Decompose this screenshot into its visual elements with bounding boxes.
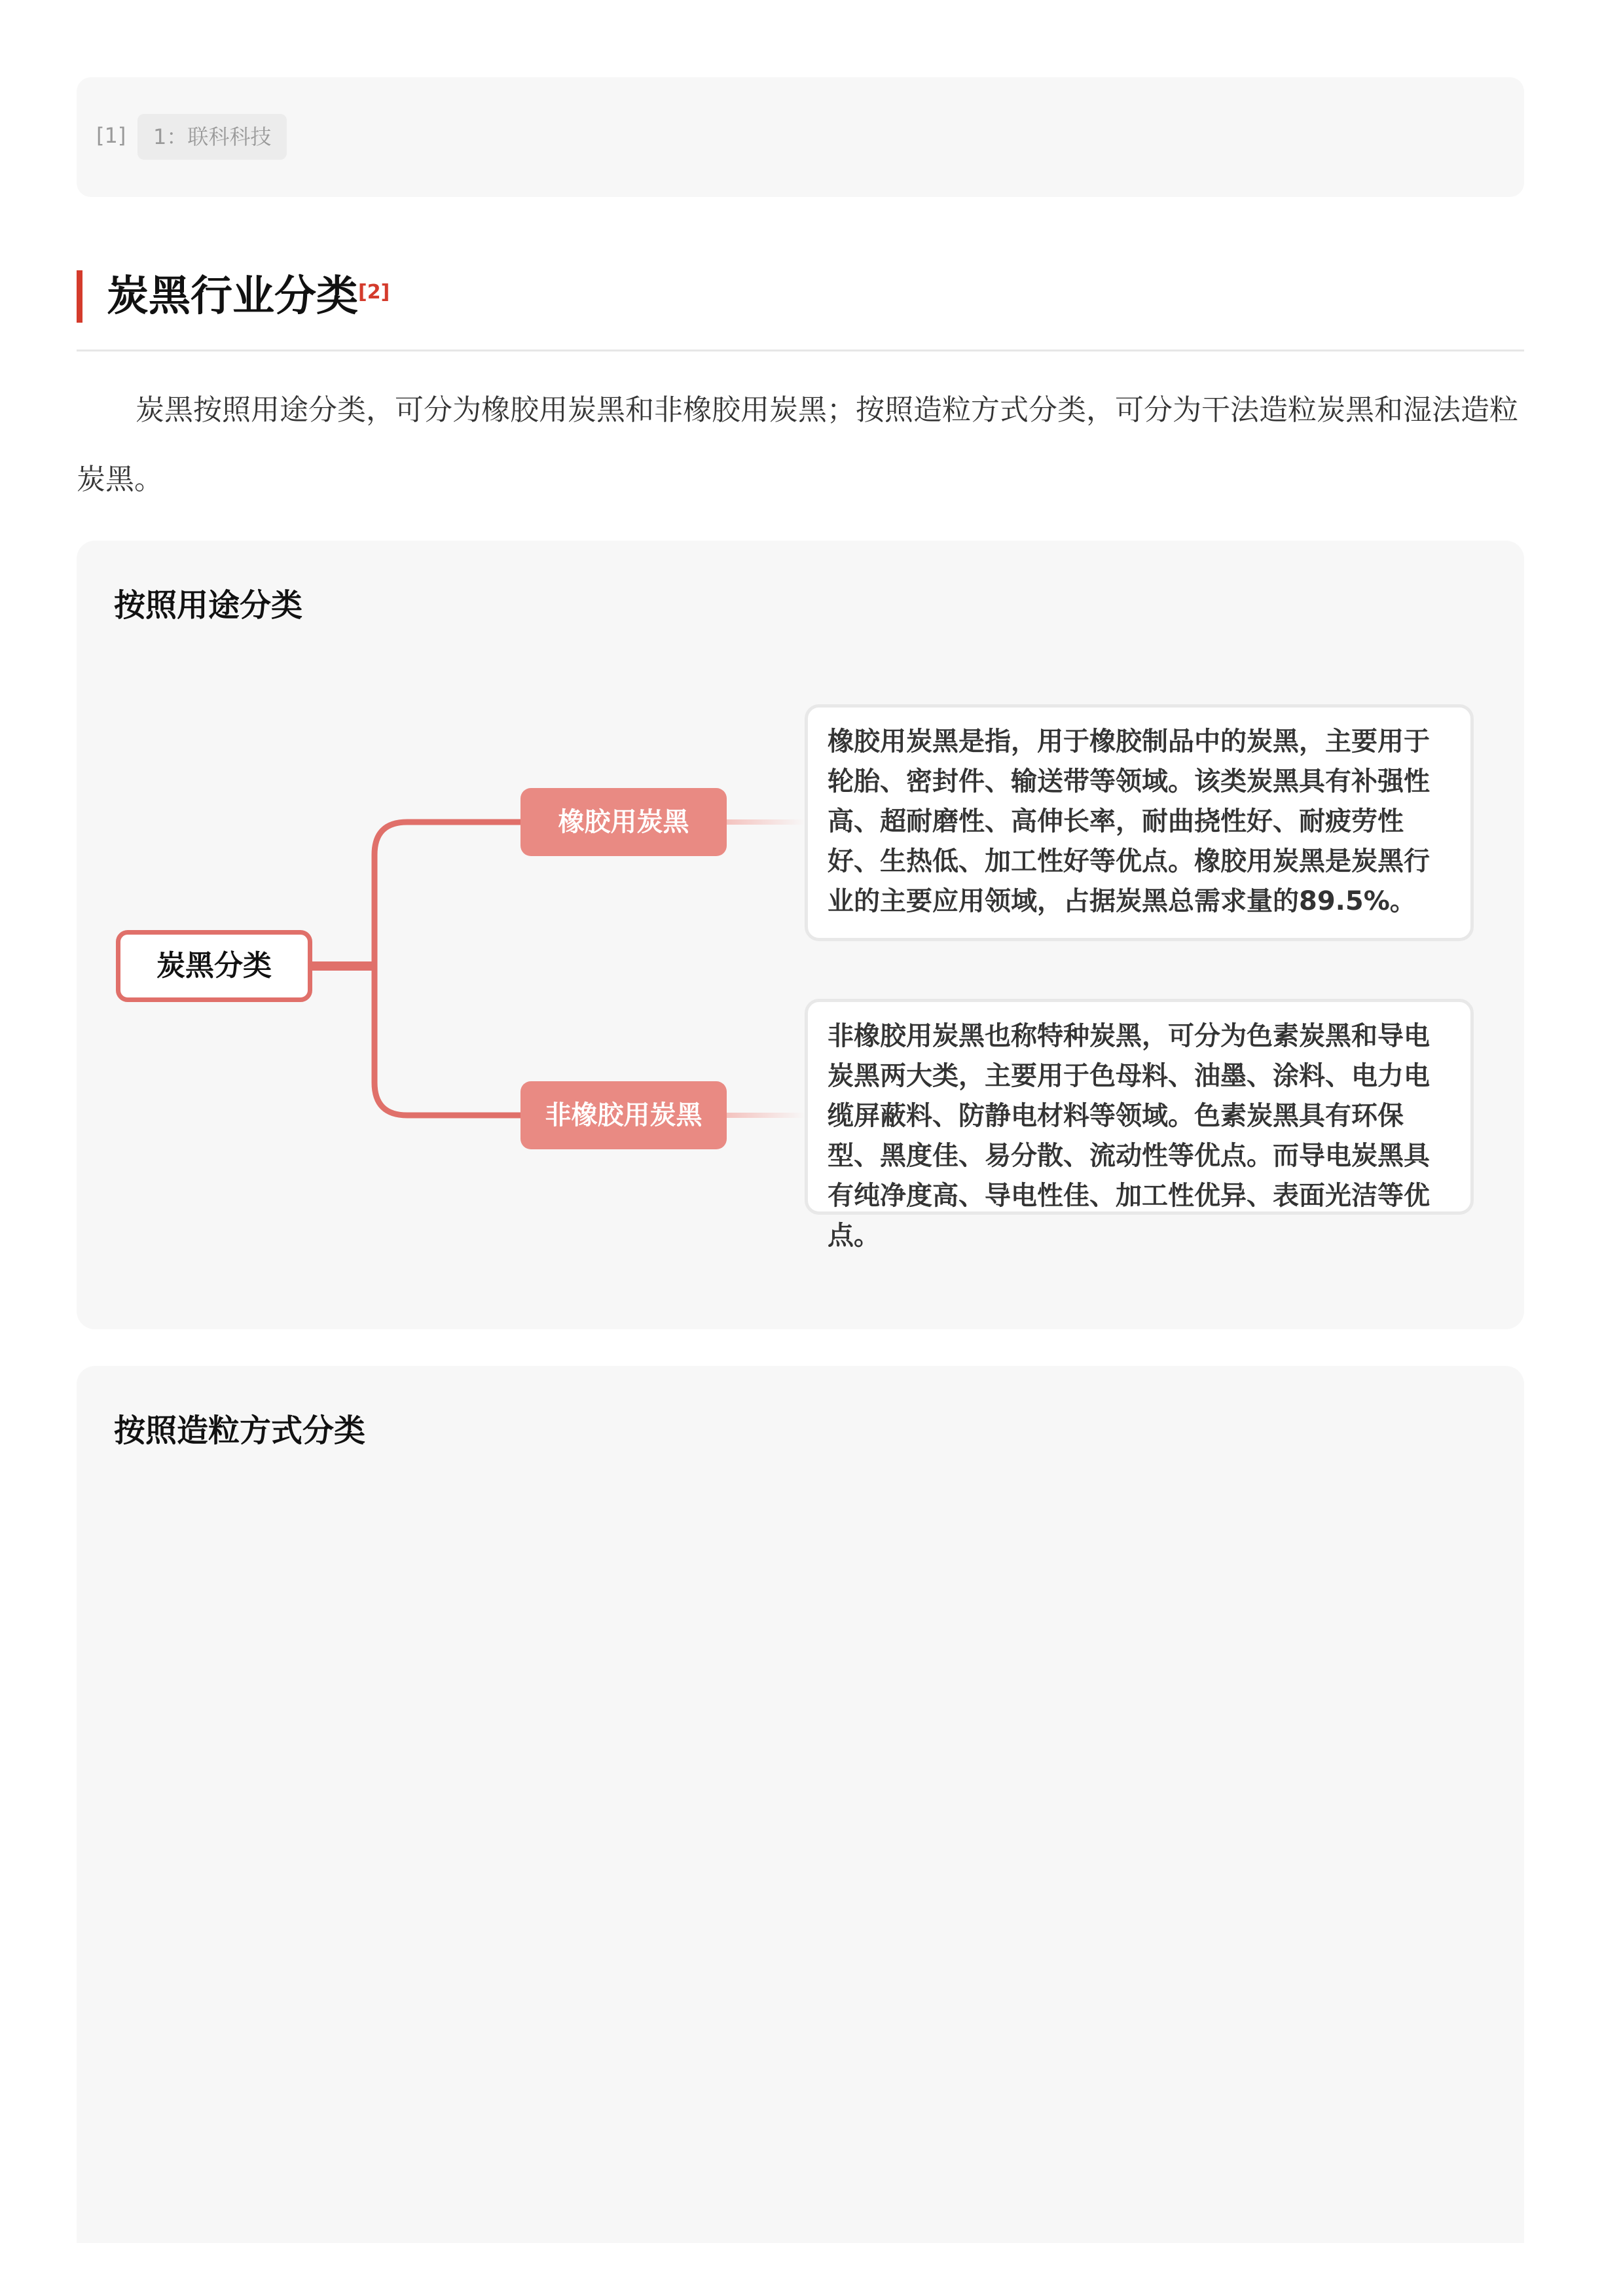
rubber-carbon-black-description: 橡胶用炭黑是指，用于橡胶制品中的炭黑，主要用于轮胎、密封件、输送带等领域。该类炭黑具有补强性高、超耐磨性、高伸长率，耐曲挠性好、耐疲劳性好、生热低、加工性好等优点。橡胶用炭黑是炭黑行业的主要应用领域，占据炭黑总需求量的89.5%。	[805, 704, 1474, 941]
upper-leaf-connector	[727, 819, 805, 825]
lower-leaf-connector	[727, 1113, 805, 1118]
branch-non-rubber-carbon-black: 非橡胶用炭黑	[520, 1081, 727, 1149]
section-title	[107, 267, 390, 326]
usage-card-title: 按照用途分类	[114, 587, 303, 624]
section-header	[77, 267, 1524, 351]
reference-index: [1]	[96, 123, 126, 148]
section-title-text: 炭黑行业分类	[107, 272, 358, 321]
granulation-card-title: 按照造粒方式分类	[114, 1412, 366, 1449]
branch-rubber-carbon-black: 橡胶用炭黑	[520, 788, 727, 856]
section-accent-bar	[77, 270, 82, 323]
granulation-classification-card	[77, 1366, 1524, 2243]
usage-classification-card	[77, 541, 1524, 1329]
intro-paragraph: 炭黑按照用途分类，可分为橡胶用炭黑和非橡胶用炭黑；按照造粒方式分类，可分为干法造粒炭黑和湿法造粒炭黑。	[77, 393, 1518, 496]
reference-tag[interactable]: 1：联科科技	[137, 114, 287, 160]
reference-box	[77, 77, 1524, 197]
lower-branch-connector	[374, 966, 520, 1115]
mindmap-root-node: 炭黑分类	[116, 930, 312, 1002]
footnote-ref[interactable]: [2]	[358, 281, 390, 304]
non-rubber-carbon-black-description: 非橡胶用炭黑也称特种炭黑，可分为色素炭黑和导电炭黑两大类，主要用于色母料、油墨、涂料、电力电缆屏蔽料、防静电材料等领域。色素炭黑具有环保型、黑度佳、易分散、流动性等优点。而导电炭黑具有纯净度高、导电性佳、加工性优异、表面光洁等优点。	[805, 999, 1474, 1215]
upper-branch-connector	[374, 822, 520, 966]
